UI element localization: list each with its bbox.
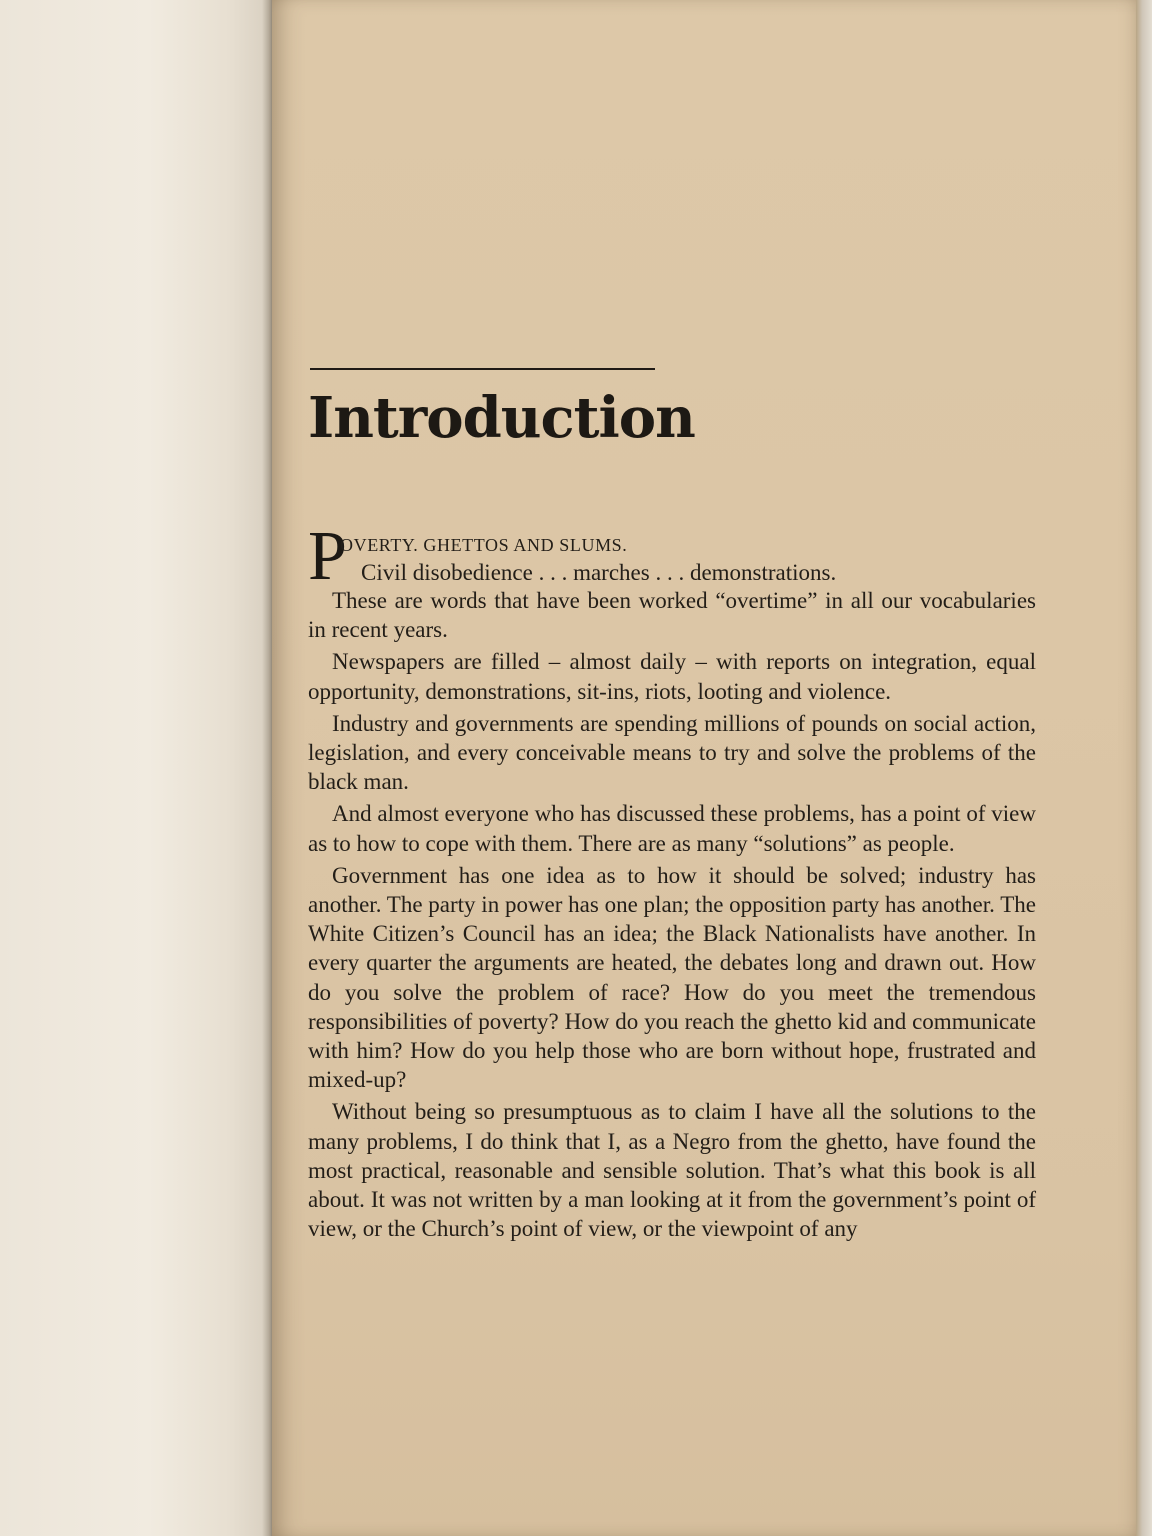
left-blank-page (0, 0, 270, 1536)
page-edge (1136, 0, 1152, 1536)
lead-in-smallcaps: OVERTY. GHETTOS AND SLUMS. (340, 535, 628, 555)
sub-lead-line: Civil disobedience . . . marches . . . demonstrations. (361, 560, 837, 585)
paragraph: Industry and governments are spending millions of pounds on social action, legislation, and every conceivable means to try and solve the problems of the black man. (308, 710, 1036, 795)
paragraph: These are words that have been worked “overtime” in all our vocabularies in recent years. (308, 588, 1036, 643)
drop-cap: P (308, 518, 347, 595)
body-text (308, 518, 1036, 1243)
paragraph: Without being so presumptuous as to claim I have all the solutions to the many problems, I do think that I, as a Negro from the ghetto, have found the most practical, reasonable and sensible solution. That’s what this book is all about. It was not written by a man looking at it from the government’s point of view, or the Church’s point of view, or the viewpoint of any (308, 1099, 1036, 1242)
page-title: Introduction (308, 385, 695, 451)
paragraph: Government has one idea as to how it should be solved; industry has another. The party in power has one plan; the opposition party has another. The White Citizen’s Council has an idea; the Black Nationalists have another. In every quarter the arguments are heated, the debates long and drawn out. How do you solve the problem of race? How do you meet the tremendous responsibilities of poverty? How do you reach the ghetto kid and communicate with him? How do you help those who are born without hope, frustrated and mixed-up? (308, 862, 1036, 1093)
paragraph: Newspapers are filled – almost daily – with reports on integration, equal opportunity, demonstrations, sit-ins, riots, looting and violence. (308, 649, 1036, 704)
opening-lines (308, 518, 1036, 595)
paragraph: And almost everyone who has discussed these problems, has a point of view as to how to cope with them. There are as many “solutions” as people. (308, 801, 1036, 856)
heading-rule (310, 368, 655, 370)
